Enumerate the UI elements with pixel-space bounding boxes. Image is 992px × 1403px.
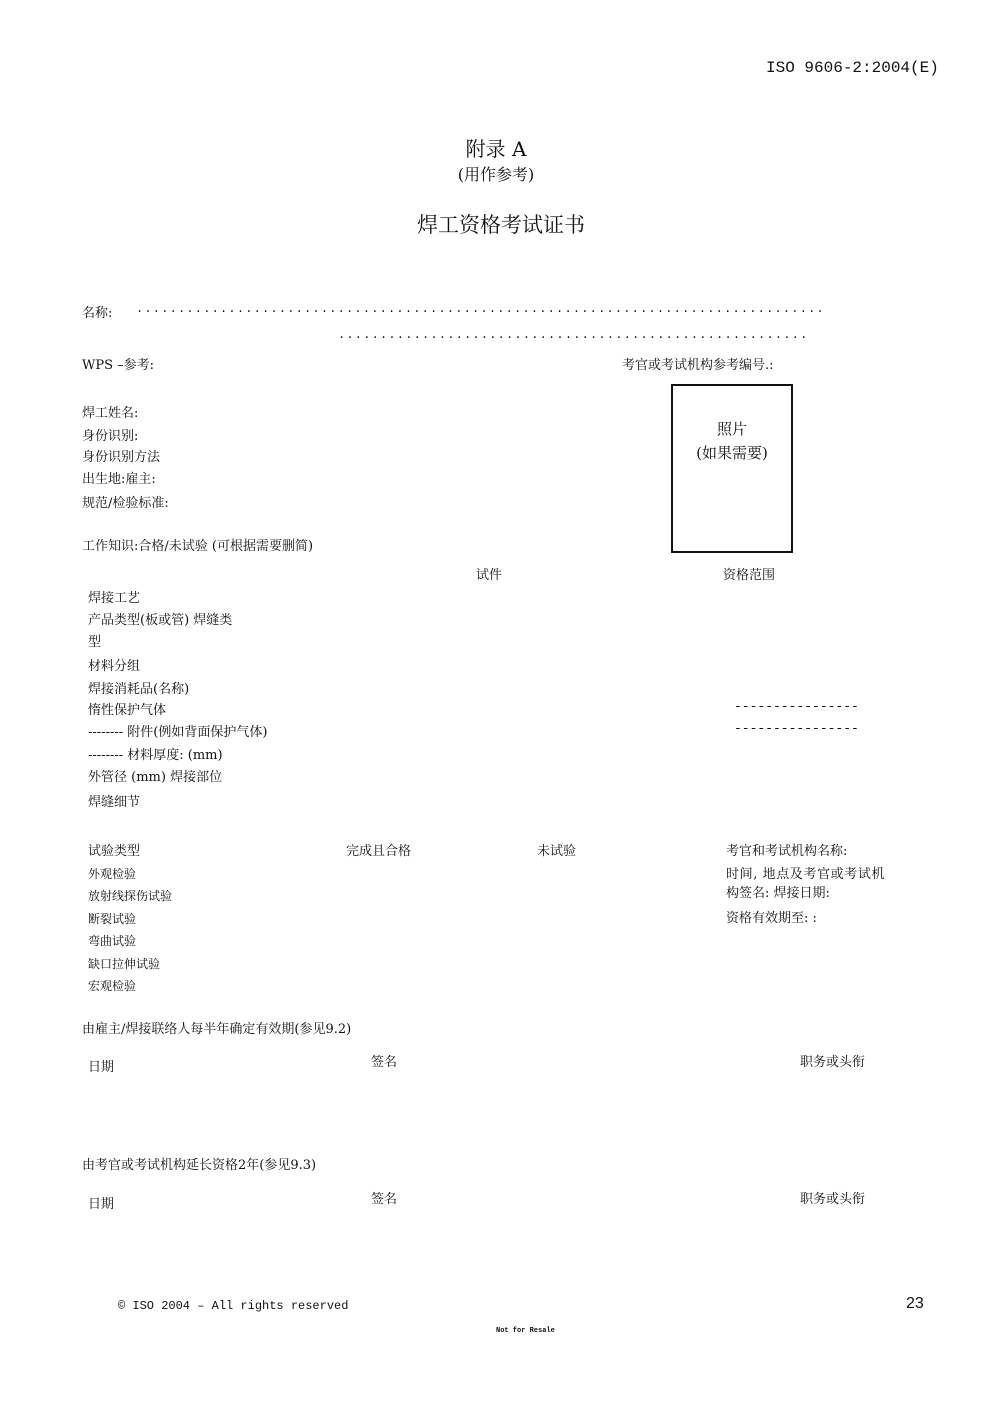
test-row: 断裂试验 [88,912,137,926]
variable-row: 产品类型(板或管) 焊缝类 [88,613,233,628]
col-test-piece: 试件 [476,568,503,583]
test-row: 缺口拉伸试验 [88,957,161,971]
test-row: 宏观检验 [88,979,137,993]
variable-row: 焊接消耗品(名称) [88,682,190,697]
confirmation-heading: 由雇主/焊接联络人每半年确定有效期(参见9.2) [82,1022,352,1037]
copyright-notice: © ISO 2004 – All rights reserved [118,1299,349,1313]
not-for-resale-notice: Not for Resale [496,1327,555,1335]
welder-name-label: 焊工姓名: [82,406,139,421]
examiner-line-2: 时间, 地点及考官或考试机 [726,867,886,882]
test-row: 放射线探伤试验 [88,889,173,903]
name-label: 名称: [82,306,113,321]
variable-row: 型 [88,635,102,650]
name-dots-2: ........................................................ [338,328,809,342]
page-number: 23 [906,1295,924,1312]
col-not-tested: 未试验 [537,844,577,859]
name-dots-1: .................................................................................. [136,302,825,316]
variable-row: 惰性保护气体 [88,703,167,718]
examiner-ref-label: 考官或考试机构参考编号.: [622,358,774,373]
col-test-type: 试验类型 [88,844,141,859]
variable-row: -------- 附件(例如背面保护气体) [88,725,268,740]
code-standard-label: 规范/检验标准: [82,496,169,511]
col-range: 资格范围 [723,568,776,583]
variable-row: 焊接工艺 [88,591,141,606]
variable-row: 材料分组 [88,659,141,674]
confirmation-position-label: 职务或头衔 [800,1055,866,1070]
confirmation-signature-label: 签名 [371,1055,398,1070]
valid-until-label: 资格有效期至: : [726,911,817,926]
prolongation-heading: 由考官或考试机构延长资格2年(参见9.3) [82,1158,317,1173]
prolongation-date-label: 日期 [88,1197,115,1212]
photo-if-required: (如果需要) [696,444,768,462]
examiner-line-3: 构签名: 焊接日期: [726,886,830,901]
test-row: 外观检验 [88,867,137,881]
photo-label: 照片 [716,420,747,438]
variable-row: 外管径 (mm) 焊接部位 [88,770,223,785]
job-knowledge-label: 工作知识:合格/未试验 (可根据需要删简) [82,539,314,554]
col-passed: 完成且合格 [346,844,412,859]
wps-label: WPS –参考: [82,358,155,373]
prolongation-position-label: 职务或头衔 [800,1192,866,1207]
variable-row: -------- 材料厚度: (mm) [88,748,223,763]
identification-method-label: 身份识别方法 [82,450,161,465]
standard-number: ISO 9606-2:2004(E) [766,59,939,77]
annex-title: 附录 A [465,137,527,161]
annex-informative: (用作参考) [457,165,535,184]
examiner-name-label: 考官和考试机构名称: [726,844,848,859]
variable-row: 焊缝细节 [88,795,141,810]
range-dashes: ---------------- [734,721,859,736]
confirmation-date-label: 日期 [88,1060,115,1075]
identification-label: 身份识别: [82,429,139,444]
range-dashes: ---------------- [734,699,859,714]
birthplace-employer-label: 出生地:雇主: [82,472,156,487]
certificate-title: 焊工资格考试证书 [417,213,585,237]
photo-box [671,384,793,553]
prolongation-signature-label: 签名 [371,1192,398,1207]
test-row: 弯曲试验 [88,934,137,948]
